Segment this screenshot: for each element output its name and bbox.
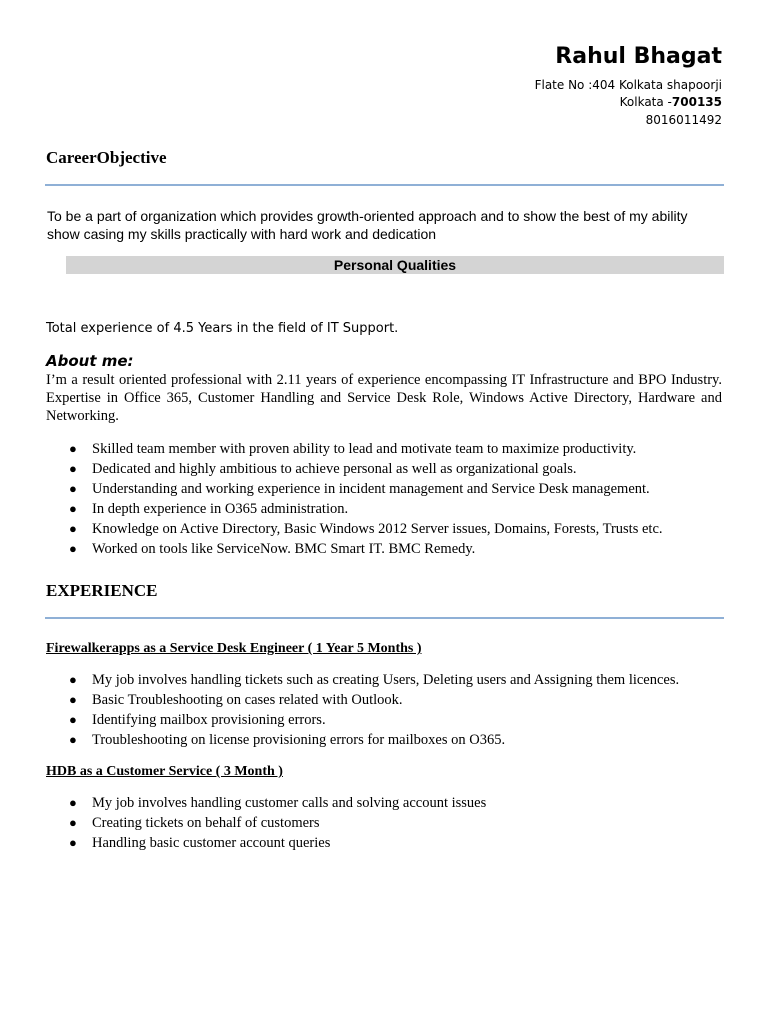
- list-item-text: Troubleshooting on license provisioning errors for mailboxes on O365.: [92, 732, 506, 748]
- list-item: [68, 710, 679, 730]
- career-objective-text: To be a part of organization which provides growth-oriented approach and to show the best of my ability show casing my skills practically with hard work and dedication: [47, 208, 688, 242]
- personal-qualities-heading: Personal Qualities: [66, 256, 724, 274]
- list-item: [68, 813, 486, 833]
- bullet-icon: ●: [69, 481, 77, 496]
- list-item: [68, 670, 679, 690]
- list-item: [68, 539, 663, 559]
- bullet-icon: ●: [69, 732, 77, 747]
- list-item-text: In depth experience in O365 administration.: [92, 501, 349, 517]
- bullet-icon: ●: [69, 672, 77, 687]
- job-title-hdb: HDB as a Customer Service ( 3 Month ): [46, 764, 283, 779]
- bullet-icon: ●: [69, 461, 77, 476]
- job-bullet-list: [68, 670, 679, 750]
- about-me-paragraph: I’m a result oriented professional with 2.11 years of experience encompassing IT Infrastructure and BPO Industry. Expertise in Office 365, Customer Handling and Service Desk Role, Windows Active Directory, Hardware and Networking.: [46, 372, 722, 424]
- list-item-text: Creating tickets on behalf of customers: [92, 815, 320, 831]
- career-objective-heading: CareerObjective: [46, 148, 167, 167]
- bullet-icon: ●: [69, 835, 77, 850]
- bullet-icon: ●: [69, 692, 77, 707]
- list-item: [68, 499, 663, 519]
- list-item: [68, 833, 486, 853]
- job-bullet-list: [68, 793, 486, 853]
- list-item-text: Dedicated and highly ambitious to achieve personal as well as organizational goals.: [92, 461, 577, 477]
- section-divider: [45, 617, 724, 619]
- bullet-icon: ●: [69, 815, 77, 830]
- candidate-name: Rahul Bhagat: [555, 44, 722, 69]
- bullet-icon: ●: [69, 712, 77, 727]
- address-city-line: [620, 95, 722, 109]
- experience-heading: EXPERIENCE: [46, 581, 158, 600]
- list-item: [68, 439, 663, 459]
- phone-number: 8016011492: [645, 113, 722, 127]
- list-item-text: Understanding and working experience in incident management and Service Desk management.: [92, 481, 650, 497]
- list-item-text: My job involves handling tickets such as creating Users, Deleting users and Assigning them licences.: [92, 672, 680, 688]
- list-item: [68, 519, 663, 539]
- about-me-heading: About me:: [46, 352, 134, 370]
- list-item-text: Handling basic customer account queries: [92, 835, 331, 851]
- list-item-text: Skilled team member with proven ability to lead and motivate team to maximize productivity.: [92, 441, 637, 457]
- list-item: [68, 479, 663, 499]
- list-item-text: Worked on tools like ServiceNow. BMC Smart IT. BMC Remedy.: [92, 541, 476, 557]
- bullet-icon: ●: [69, 441, 77, 456]
- list-item: [68, 793, 486, 813]
- job-title-firewalkerapps: Firewalkerapps as a Service Desk Engineer ( 1 Year 5 Months ): [46, 641, 422, 656]
- about-bullet-list: [68, 439, 663, 559]
- address-city: Kolkata -: [619, 95, 672, 109]
- list-item: [68, 690, 679, 710]
- list-item-text: Basic Troubleshooting on cases related with Outlook.: [92, 692, 403, 708]
- list-item-text: My job involves handling customer calls and solving account issues: [92, 795, 487, 811]
- address-line: Flate No :404 Kolkata shapoorji: [534, 78, 722, 92]
- section-divider: [45, 184, 724, 186]
- bullet-icon: ●: [69, 795, 77, 810]
- bullet-icon: ●: [69, 501, 77, 516]
- list-item: [68, 459, 663, 479]
- list-item-text: Knowledge on Active Directory, Basic Windows 2012 Server issues, Domains, Forests, Trusts etc.: [92, 521, 663, 537]
- list-item-text: Identifying mailbox provisioning errors.: [92, 712, 326, 728]
- bullet-icon: ●: [69, 521, 77, 536]
- address-pin: 700135: [671, 95, 722, 109]
- total-experience: Total experience of 4.5 Years in the field of IT Support.: [46, 321, 399, 336]
- list-item: [68, 730, 679, 750]
- bullet-icon: ●: [69, 541, 77, 556]
